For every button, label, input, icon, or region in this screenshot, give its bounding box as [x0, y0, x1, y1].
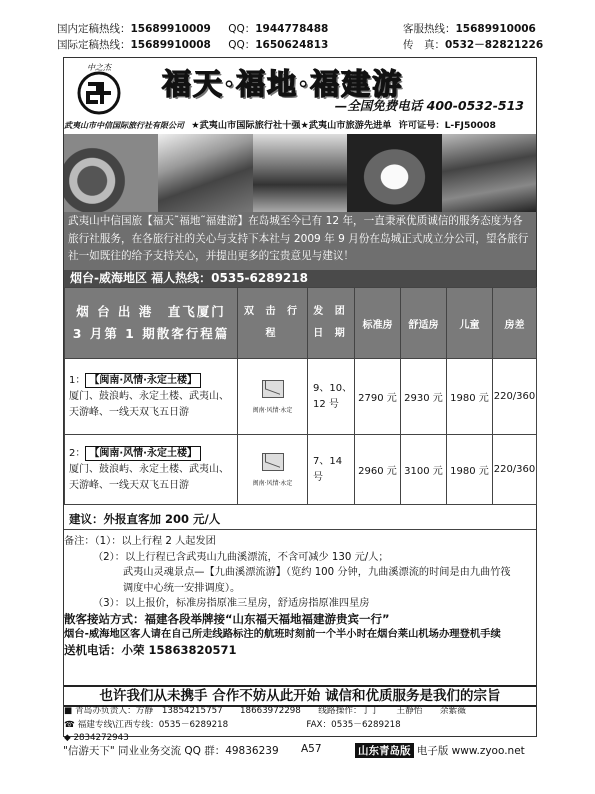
note-line: （2）：以上行程已含武夷山九曲溪漂流，不含可减少 130 元/人； — [93, 551, 389, 563]
col-itinerary: 双 击 行 程 — [238, 288, 308, 359]
village-photo — [158, 134, 252, 212]
route-cell: 2： 【闽南·风情·永定土楼】 厦门、鼓浪屿、永定土楼、武夷山、天游峰、一线天双飞五日游 — [65, 435, 238, 505]
child-price: 1980 元 — [447, 435, 493, 505]
contacts-section — [64, 705, 536, 746]
page-number: A57 — [301, 743, 322, 755]
departure-dates: 7、14 号 — [308, 435, 355, 505]
note-line: （3）：以上报价，标准房指原准三星房，舒适房指原准四星房 — [93, 598, 370, 609]
note-line: 备注：（1）：以上行程 2 人起发团 — [64, 536, 216, 547]
col-dates: 发 团 日 期 — [308, 288, 355, 359]
phone-icon: ☎ — [64, 719, 78, 730]
itinerary-attachment[interactable]: 闽南·风情·永定 — [238, 435, 308, 505]
single-supplement: 220/360 — [493, 359, 537, 435]
table-row — [65, 359, 537, 435]
document-icon — [262, 380, 284, 398]
comfort-price: 3100 元 — [401, 435, 447, 505]
free-hotline: —全国免费电话 400-0532-513 — [334, 98, 524, 113]
table-header-row — [65, 288, 537, 359]
company-band: 武夷山市中信国际旅行社有限公司 ★武夷山市国际旅行社十强★武夷山市旅游先进单 许可证号：L-FJ50008 — [64, 120, 496, 131]
departure-dates: 9、10、12 号 — [308, 359, 355, 435]
note-line: 调度中心统一安排调度）。 — [123, 582, 241, 594]
footer-qq-group: "信游天下" 同业业务交流 QQ 群：49836239 — [63, 745, 279, 757]
contact-line: ◆ 2834272943 — [64, 733, 129, 743]
qq-icon: ◆ — [64, 733, 74, 743]
tulou-photo — [64, 134, 158, 212]
edition-badge: 山东青岛版 电子版 www.zyoo.net — [355, 743, 525, 758]
table-header-main: 烟 台 出 港 直飞厦门 3 月第 1 期散客行程篇 — [65, 288, 238, 359]
intro-text: 武夷山中信国旅【福天˜福地˜福建游】在岛城至今已有 12 年，一直秉承优质诚信的服务态度为各旅行社服务，在各旅行社的关心与支持下本社与 2009 年 9 月份在岛城正式成立分公司，望各旅行社一如既往的给予支持关心，并提出更多的宝贵意见与建议！ — [64, 212, 536, 270]
scenery-photo-strip — [64, 134, 536, 212]
advertisement-page — [63, 57, 537, 743]
website: 电子版 www.zyoo.net — [416, 745, 525, 757]
main-title: 福天·福地·福建游 — [162, 67, 404, 101]
statue-photo — [347, 134, 441, 212]
mountain-river-photo — [253, 134, 347, 212]
region-hotline: 烟台-威海地区 福人热线：0535-6289218 — [64, 270, 536, 287]
fax-number: 传 真：0532－82821226 — [403, 39, 544, 51]
contact-line: ☎ 福建专线\江西专线：0535－6289218 FAX：0535－6289218 — [64, 719, 401, 730]
standard-price: 2790 元 — [355, 359, 401, 435]
col-comfort-room: 舒适房 — [401, 288, 447, 359]
karst-peaks-photo — [442, 134, 536, 212]
comfort-price: 2930 元 — [401, 359, 447, 435]
col-single-supplement: 房差 — [493, 288, 537, 359]
standard-price: 2960 元 — [355, 435, 401, 505]
dropoff-phone: 送机电话：小荣 15863820571 — [64, 642, 237, 657]
col-child: 儿童 — [447, 288, 493, 359]
checkin-instruction: 烟台-威海地区客人请在自己所走线路标注的航班时刻前一个半小时在烟台莱山机场办理登机手续 — [64, 628, 501, 640]
pickup-method: 散客接站方式：福建各段举牌接“山东福天福地福建游贵宾一行” — [64, 611, 390, 626]
col-standard-room: 标准房 — [355, 288, 401, 359]
document-icon — [262, 453, 284, 471]
phone-icon: ■ — [64, 706, 75, 716]
route-cell: 1： 【闽南·风情·永定土楼】 厦门、鼓浪屿、永定土楼、武夷山、天游峰、一线天双飞五日游 — [65, 359, 238, 435]
route-tag: 【闽南·风情·永定土楼】 — [85, 446, 201, 461]
slogan: 也许我们从未携手 合作不妨从此开始 诚信和优质服务是我们的宗旨 — [64, 685, 536, 707]
company-logo — [68, 60, 130, 116]
advice-line: 建议：外报直客加 200 元/人 — [64, 509, 536, 530]
itinerary-table — [64, 287, 537, 505]
single-supplement: 220/360 — [493, 435, 537, 505]
notes-section — [64, 534, 536, 658]
international-hotline: 国际定稿热线：15689910008 QQ：1650624813 — [57, 39, 329, 51]
table-row — [65, 435, 537, 505]
note-line: 武夷山灵魂景点—【九曲溪漂流游】（览约 100 分钟，九曲溪漂流的时间是由九曲竹筏 — [123, 567, 511, 578]
itinerary-attachment[interactable]: 闽南·风情·永定 — [238, 359, 308, 435]
domestic-hotline: 国内定稿热线：15689910009 QQ：1944778488 — [57, 23, 329, 35]
child-price: 1980 元 — [447, 359, 493, 435]
page-footer — [63, 743, 537, 758]
svg-text:中之杰: 中之杰 — [87, 63, 111, 72]
contact-line: ■ 青岛办负责人：方静 13854215757 18663972298 线路操作：丁丁 王静怡 余紫薇 — [64, 706, 466, 716]
service-hotline: 客服热线：15689910006 — [403, 23, 536, 35]
route-tag: 【闽南·风情·永定土楼】 — [85, 373, 201, 388]
